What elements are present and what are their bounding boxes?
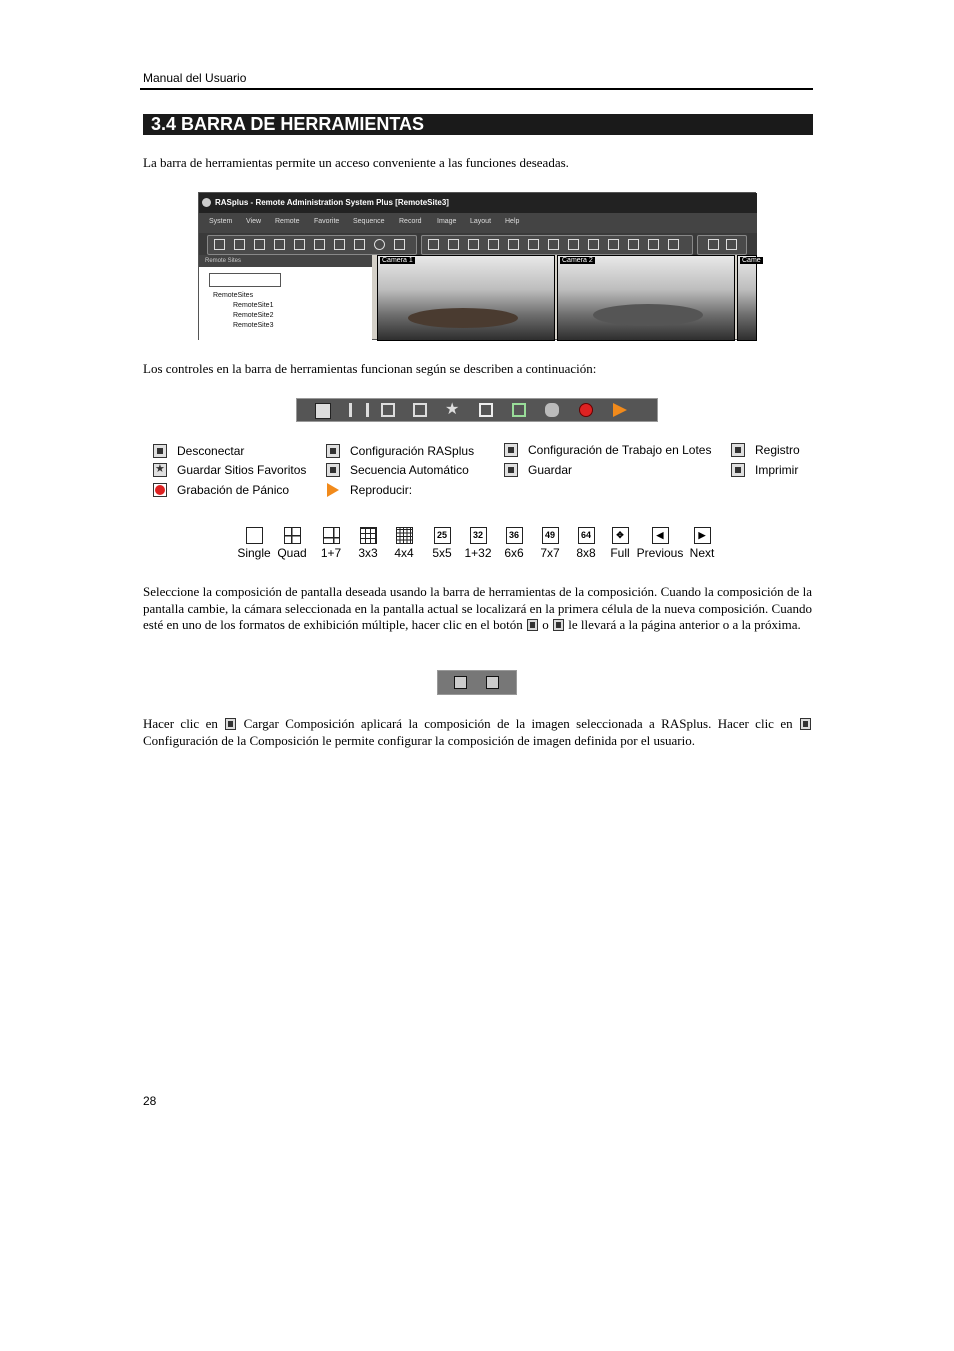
load-text-part3: Configuración de la Composición le permite configurar la composición de imagen definida por el usuario. [143,732,695,748]
camera-label: Came [742,257,761,264]
app-layout-quad-icon[interactable] [448,239,459,250]
legend-label: Configuración RASplus [350,444,475,458]
layout-label: 5x5 [432,546,452,560]
previous-page-icon [527,619,538,631]
disconnect-icon[interactable] [315,403,331,419]
layout-paragraph [143,584,812,634]
app-main-toolbar [207,235,417,255]
app-layout-3x3-icon[interactable] [488,239,499,250]
legend-label: Secuencia Automático [350,463,469,477]
app-sequence-icon[interactable] [314,239,325,250]
app-disconnect-icon[interactable] [214,239,225,250]
menu-record[interactable]: Record [399,218,422,225]
app-log-icon[interactable] [274,239,285,250]
sequence-icon [326,463,340,477]
app-play-icon[interactable] [394,239,405,250]
panic-record-icon[interactable] [579,403,593,417]
layout-label: Previous [636,546,684,560]
app-layout-1p32-icon[interactable] [548,239,559,250]
legend-sequence [326,463,469,477]
app-layout-next-icon[interactable] [668,239,679,250]
layout-1p32-icon: 32 [470,527,487,544]
layout-label: 7x7 [540,546,560,560]
app-print-icon[interactable] [354,239,365,250]
main-toolbar-closeup [296,398,658,422]
controls-intro-paragraph: Los controles en la barra de herramientas funcionan según se describen a continuación: [143,361,597,376]
app-layout-full-icon[interactable] [628,239,639,250]
load-layout-icon[interactable] [454,676,467,689]
layout-config-toolbar [437,670,517,695]
log-icon[interactable] [413,403,427,417]
batch-setup-icon [504,443,518,457]
load-layout-icon [225,718,236,730]
log-icon [731,443,745,457]
play-icon [326,483,340,497]
side-panel-title: Remote Sites [199,255,372,267]
layout-label: 8x8 [576,546,596,560]
legend-batch-setup [504,443,711,457]
app-layout-6x6-icon[interactable] [568,239,579,250]
app-titlebar [199,193,757,213]
layout-7x7-icon: 49 [542,527,559,544]
menu-view[interactable]: View [246,218,262,225]
legend-log [731,443,800,457]
legend-label: Guardar [528,463,573,477]
load-text-part2: Cargar Composición aplicará la composición de la imagen seleccionada a RASplus. Hacer clic en [243,716,793,731]
layout-5x5-icon: 25 [434,527,451,544]
layout-label: 4x4 [394,546,414,560]
layout-3x3[interactable] [348,527,388,560]
tree-root[interactable]: RemoteSites [213,292,254,299]
app-batch-icon[interactable] [254,239,265,250]
app-layout-single-icon[interactable] [428,239,439,250]
disconnect-icon [153,444,167,458]
layout-3x3-icon [360,527,377,544]
layout-label: Quad [277,546,307,560]
legend-rasplus-setup [326,444,474,458]
layout-label: 1+7 [320,546,342,560]
save-icon [504,463,518,477]
layout-text-part1: Seleccione la composición de pantalla deseada usando la barra de herramientas de la composición. Cuando la composición de la pantalla cambie, la cámara seleccionada en la pantalla actual se localizará en la primera célula de la nueva composición. Cuando esté en uno de los formatos de exhibición múltiple, hacer clic en el botón [143,584,812,632]
legend-label: Imprimir [755,463,799,477]
layout-label: 3x3 [358,546,378,560]
layout-setup-icon [800,718,811,730]
legend-favorites [153,463,306,477]
app-title: RASplus - Remote Administration System Plus [RemoteSite3] [215,198,449,207]
section-heading: 3.4 BARRA DE HERRAMIENTAS [143,114,813,135]
layout-1p7[interactable] [311,527,351,560]
app-favorite-icon[interactable] [294,239,305,250]
sequence-icon[interactable] [479,403,493,417]
legend-panic-record [153,483,289,497]
site-search-input[interactable] [209,273,281,287]
intro-paragraph: La barra de herramientas permite un acceso conveniente a las funciones deseadas. [143,155,569,170]
app-record-icon[interactable] [374,239,385,250]
page-number: 28 [143,1094,157,1108]
app-layout-previous-icon[interactable] [648,239,659,250]
layout-previous[interactable] [636,527,684,560]
panic-record-icon [153,483,167,497]
tree-item[interactable]: RemoteSite1 [233,302,274,309]
legend-label: Guardar Sitios Favoritos [177,463,307,477]
layout-4x4[interactable] [384,527,424,560]
layout-label: Single [237,546,271,560]
conference-table [593,304,703,326]
play-icon[interactable] [613,403,627,417]
legend-disconnect [153,444,244,458]
next-page-icon [553,619,564,631]
load-layout-paragraph [143,716,812,749]
layout-5x5[interactable] [422,527,462,560]
rasplus-setup-icon [326,444,340,458]
menu-remote[interactable]: Remote [275,218,300,225]
header-rule [140,88,813,90]
layout-label: 1+32 [464,546,492,560]
app-layout-toolbar [421,235,693,255]
app-layout-4x4-icon[interactable] [508,239,519,250]
layout-1p32[interactable] [458,527,498,560]
layout-setup-icon[interactable] [486,676,499,689]
save-icon[interactable] [512,403,526,417]
app-layout-config-toolbar [697,235,747,255]
app-logo-icon [202,198,211,207]
menu-sequence[interactable]: Sequence [353,218,385,225]
app-layout-7x7-icon[interactable] [588,239,599,250]
legend-label: Reproducir: [350,483,413,497]
next-page-icon: ▶ [694,527,711,544]
layout-single[interactable] [234,527,274,560]
menu-layout[interactable]: Layout [470,218,492,225]
tree-item[interactable]: RemoteSite2 [233,312,274,319]
menu-image[interactable]: Image [437,218,457,225]
legend-label: Configuración de Trabajo en Lotes [528,443,712,457]
camera-label: Camera 1 [382,257,413,264]
layout-1p7-icon [323,527,340,544]
legend-play [326,483,412,497]
tree-item[interactable]: RemoteSite3 [233,322,274,329]
camera-view-1[interactable] [377,255,555,341]
favorite-star-icon [153,463,167,477]
menu-system[interactable]: System [209,218,233,225]
layout-6x6[interactable] [494,527,534,560]
app-screenshot [198,192,761,340]
camera-view-3[interactable] [737,255,761,341]
layout-7x7[interactable] [530,527,570,560]
layout-full-icon: ✥ [612,527,629,544]
app-layout-8x8-icon[interactable] [608,239,619,250]
camera-view-2[interactable] [557,255,735,341]
layout-label: Next [689,546,715,560]
layout-6x6-icon: 36 [506,527,523,544]
running-header: Manual del Usuario [143,71,247,85]
batch-setup-icon[interactable] [381,403,395,417]
app-setup-icon[interactable] [234,239,245,250]
layout-4x4-icon [396,527,413,544]
legend-label: Desconectar [177,444,245,458]
layout-quad[interactable] [272,527,312,560]
app-side-panel [199,255,372,341]
load-text-part1: Hacer clic en [143,716,218,731]
app-save-icon[interactable] [334,239,345,250]
app-layout-5x5-icon[interactable] [528,239,539,250]
legend-label: Grabación de Pánico [177,483,290,497]
legend-print [731,463,798,477]
layout-label: 6x6 [504,546,524,560]
layout-8x8-icon: 64 [578,527,595,544]
legend-label: Registro [755,443,800,457]
app-load-layout-icon[interactable] [708,239,719,250]
favorite-star-icon[interactable]: ★ [445,401,460,418]
layout-next[interactable] [682,527,722,560]
layout-single-icon [246,527,263,544]
rasplus-setup-icon[interactable] [349,403,369,417]
print-icon[interactable] [545,403,559,417]
previous-page-icon: ◀ [652,527,669,544]
app-layout-1p7-icon[interactable] [468,239,479,250]
conference-table [408,308,518,328]
camera-label: Camera 2 [562,257,593,264]
app-toolbar [199,233,757,255]
layout-label: Full [610,546,630,560]
legend-save [504,463,572,477]
menu-help[interactable]: Help [505,218,520,225]
menu-favorite[interactable]: Favorite [314,218,340,225]
app-menubar [199,213,757,233]
layout-text-part2: le llevará a la página anterior o a la próxima. [568,617,801,632]
layout-full[interactable] [600,527,640,560]
app-layout-setup-icon[interactable] [726,239,737,250]
layout-quad-icon [284,527,301,544]
layout-text-or: o [542,617,549,632]
print-icon [731,463,745,477]
